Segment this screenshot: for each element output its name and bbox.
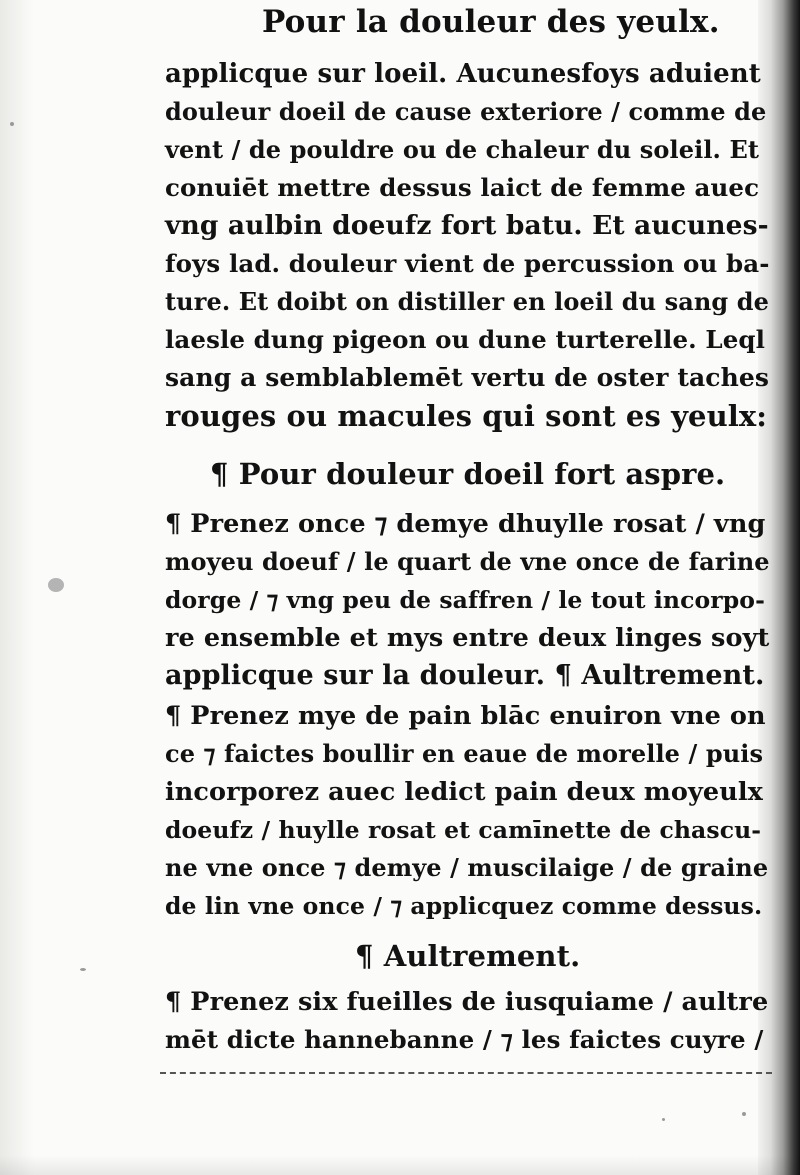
text-line: incorporez auec ledict pain deux moyeulx xyxy=(165,777,763,807)
text-line: dorge / ⁊ vng peu de saffren / le tout incorpo- xyxy=(165,586,765,614)
text-line: rouges ou macules qui sont es yeulx: xyxy=(165,399,768,433)
text-line: foys lad. douleur vient de percussion ou ba- xyxy=(165,249,770,278)
text-line: de lin vne once / ⁊ applicquez comme dessus. xyxy=(165,892,763,920)
text-line: douleur doeil de cause exteriore / comme de xyxy=(165,97,767,126)
text-line: ¶ Prenez once ⁊ demye dhuylle rosat / vng xyxy=(165,509,766,539)
text-line: ne vne once ⁊ demye / muscilaige / de graine xyxy=(165,853,769,882)
section-heading: ¶ Pour douleur doeil fort aspre. xyxy=(210,457,726,491)
text-line: ce ⁊ faictes boullir en eaue de morelle / puis xyxy=(165,739,764,768)
running-header: Pour la douleur des yeulx. xyxy=(262,4,720,40)
text-line: sang a semblablemēt vertu de oster taches xyxy=(165,363,770,392)
text-line: laesle dung pigeon ou dune turterelle. Leql xyxy=(165,325,766,354)
bottom-rule xyxy=(160,1072,772,1074)
paper-speck xyxy=(48,578,64,592)
text-line: vng aulbin doeufz fort batu. Et aucunes- xyxy=(165,210,769,241)
paper-speck xyxy=(742,1112,746,1116)
text-line: applicque sur la douleur. ¶ Aultrement. xyxy=(165,660,765,691)
text-line: ¶ Prenez six fueilles de iusquiame / aultre xyxy=(165,987,769,1017)
text-line: moyeu doeuf / le quart de vne once de farine xyxy=(165,547,770,576)
text-line: conuiēt mettre dessus laict de femme auec xyxy=(165,173,760,202)
page-gutter xyxy=(0,0,34,1175)
text-line: ¶ Prenez mye de pain blāc enuiron vne on xyxy=(165,701,766,731)
text-line: mēt dicte hannebanne / ⁊ les faictes cuyre / xyxy=(165,1025,764,1054)
paper-speck xyxy=(662,1118,665,1121)
text-line: applicque sur loeil. Aucunesfoys aduient xyxy=(165,59,761,89)
text-line: ture. Et doibt on distiller en loeil du sang de xyxy=(165,287,769,316)
section-heading: ¶ Aultrement. xyxy=(355,939,581,973)
paper-speck xyxy=(10,122,14,126)
page-bottom-shadow xyxy=(0,1155,800,1175)
text-line: re ensemble et mys entre deux linges soyt xyxy=(165,623,770,653)
text-line: vent / de pouldre ou de chaleur du soleil. Et xyxy=(165,135,760,164)
paper-speck xyxy=(80,968,86,971)
text-line: doeufz / huylle rosat et camīnette de chascu- xyxy=(165,816,762,844)
